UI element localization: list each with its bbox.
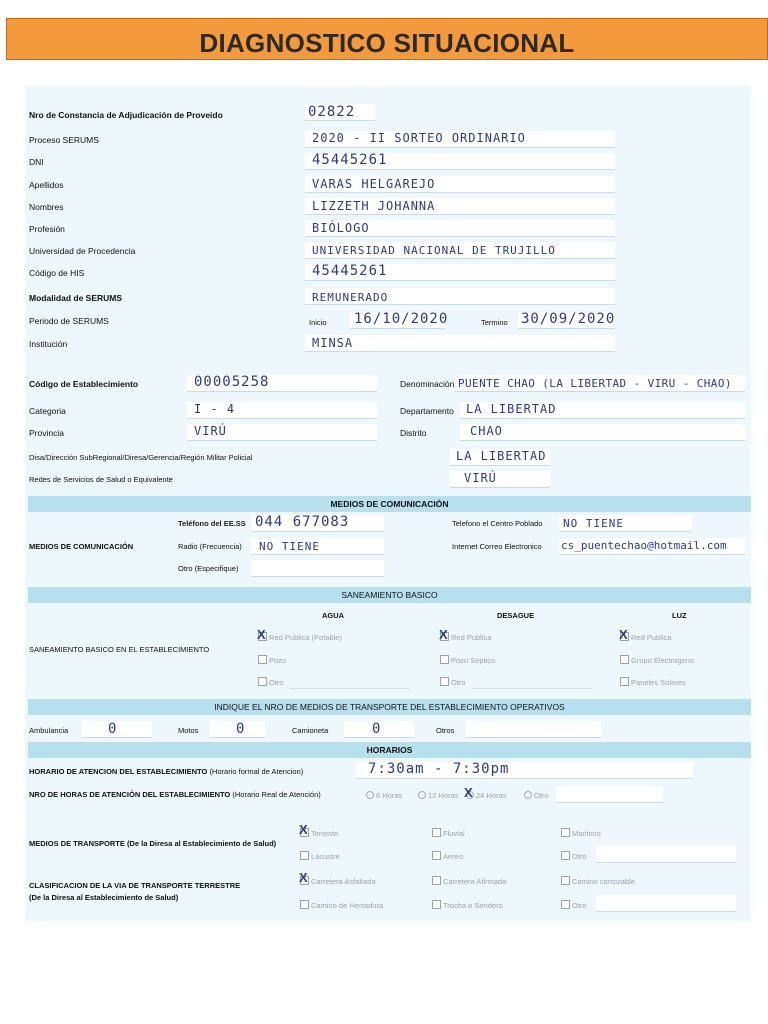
radio-value: NO TIENE: [259, 540, 320, 553]
desague-red-publica-option[interactable]: Red Publica: [440, 632, 491, 642]
profesion-label: Profesión: [29, 224, 65, 234]
checkbox-icon: [440, 655, 449, 664]
trocha-sendero-option[interactable]: Trocha o Sendero: [432, 900, 503, 910]
medios-otro-field[interactable]: [596, 846, 736, 863]
carretera-asfaltada-option[interactable]: Carretera Asfaltada: [300, 876, 376, 886]
redes-label: Redes de Servicios de Salud o Equivalente: [29, 475, 173, 484]
saneamiento-section-header: [28, 587, 751, 603]
departamento-value: LA LIBERTAD: [466, 402, 557, 416]
horario-atencion-value: 7:30am - 7:30pm: [368, 761, 510, 777]
institucion-value: MINSA: [312, 336, 354, 350]
nro-constancia-value: 02822: [308, 104, 356, 120]
checkbox-icon: [432, 876, 441, 885]
redes-value: VIRÚ: [464, 471, 497, 485]
horarios-section-header: [28, 742, 751, 758]
checkbox-icon: [561, 828, 570, 837]
radio-icon: [366, 791, 374, 799]
checkbox-icon: [620, 677, 629, 686]
horarios-section-title: HORARIOS: [366, 745, 413, 755]
internet-label: Internet Correo Electronico: [452, 542, 542, 551]
disa-label: Disa/Dirección SubRegional/Diresa/Gerencia/Región Militar Policial: [29, 453, 253, 462]
codigo-establecimiento-label: Código de Establecimiento: [29, 379, 139, 389]
via-otro-field[interactable]: [596, 895, 736, 912]
desague-header: DESAGUE: [497, 611, 535, 620]
agua-otro-option[interactable]: Otro: [258, 677, 284, 687]
carretera-asfaltada-check-icon: X: [299, 870, 308, 885]
desague-otro-option[interactable]: Otro: [440, 677, 466, 687]
horas-24-check-icon: X: [464, 785, 473, 800]
via-otro-option[interactable]: Otro: [561, 900, 587, 910]
motos-label: Motos: [178, 726, 199, 735]
apellidos-label: Apellidos: [29, 180, 64, 190]
codigo-his-value: 45445261: [312, 263, 388, 279]
checkbox-icon: [258, 655, 267, 664]
categoria-label: Categoria: [29, 406, 66, 416]
provincia-value: VIRÚ: [194, 424, 227, 438]
tel-centro-label: Telefono el Centro Poblado: [452, 519, 543, 528]
universidad-label: Universidad de Procedencia: [29, 246, 136, 256]
disa-value: LA LIBERTAD: [456, 449, 547, 463]
checkbox-icon: [258, 677, 267, 686]
medios-section-header: [28, 496, 751, 512]
radio-icon: [418, 791, 426, 799]
modalidad-label: Modalidad de SERUMS: [29, 293, 123, 303]
checkbox-icon: [432, 900, 441, 909]
agua-otro-line: [290, 688, 410, 689]
via-transporte-sub: (De la Diresa al Establecimiento de Salud): [29, 893, 179, 902]
desague-pozo-septico-option[interactable]: Pozo Septico: [440, 655, 495, 665]
agua-red-publica-check-icon: X: [257, 627, 266, 642]
motos-value: 0: [236, 721, 246, 737]
horas-12-option[interactable]: 12 Horas: [418, 791, 458, 800]
saneamiento-section-title: SANEAMIENTO BASICO: [341, 590, 438, 600]
agua-header: AGUA: [322, 611, 345, 620]
distrito-label: Distrito: [400, 428, 427, 438]
medios-otro-option[interactable]: Otro: [561, 851, 587, 861]
checkbox-icon: [620, 655, 629, 664]
horas-atencion-label: NRO DE HORAS DE ATENCIÓN DEL ESTABLECIMIENTO (Horario Real de Atención): [29, 790, 321, 799]
distrito-value: CHAO: [470, 424, 503, 438]
universidad-value: UNIVERSIDAD NACIONAL DE TRUJILLO: [312, 244, 556, 257]
horas-otro-field[interactable]: [556, 786, 663, 803]
nombres-value: LIZZETH JOHANNA: [312, 199, 436, 213]
camino-carrozable-option[interactable]: Camino carrozable: [561, 876, 635, 886]
horario-atencion-label: HORARIO DE ATENCION DEL ESTABLECIMIENTO (Horario formal de Atencion): [29, 767, 304, 776]
agua-pozo-option[interactable]: Pozo: [258, 655, 286, 665]
aereo-option[interactable]: Aereo: [432, 851, 463, 861]
apellidos-value: VARAS HELGAREJO: [312, 177, 436, 191]
proceso-label: Proceso SERUMS: [29, 135, 99, 145]
via-transporte-label: CLASIFICACION DE LA VIA DE TRANSPORTE TERRESTRE: [29, 881, 241, 890]
checkbox-icon: [300, 851, 309, 860]
inicio-label: Inicio: [309, 318, 327, 327]
otro-label: Otro (Especifique): [178, 564, 239, 573]
departamento-label: Departamento: [400, 406, 454, 416]
camino-herradura-option[interactable]: Camino de Herradura: [300, 900, 383, 910]
otro-field[interactable]: [251, 560, 384, 577]
nombres-label: Nombres: [29, 202, 64, 212]
checkbox-icon: [561, 900, 570, 909]
nro-constancia-label: Nro de Constancia de Adjudicación de Proveido: [29, 110, 223, 120]
medios-row-label: MEDIOS DE COMUNICACIÓN: [29, 542, 134, 551]
denominacion-value: PUENTE CHAO (LA LIBERTAD - VIRU - CHAO): [458, 377, 732, 390]
transporte-section-header: [28, 699, 751, 715]
radio-icon: [524, 791, 532, 799]
terrestre-option[interactable]: Terreste: [300, 828, 338, 838]
telefono-value: 044 677083: [255, 514, 350, 530]
luz-red-publica-check-icon: X: [619, 627, 628, 642]
horas-otro-option[interactable]: Otro: [524, 791, 549, 800]
provincia-label: Provincia: [29, 428, 64, 438]
categoria-value: I - 4: [194, 402, 236, 416]
medios-transporte-label: MEDIOS DE TRANSPORTE (De la Diresa al Establecimiento de Salud): [29, 839, 277, 848]
saneamiento-row-label: SANEAMIENTO BASICO EN EL ESTABLECIMIENTO: [29, 645, 210, 654]
codigo-his-label: Código de HIS: [29, 268, 85, 278]
camioneta-label: Camioneta: [292, 726, 329, 735]
tel-centro-value: NO TIENE: [563, 517, 624, 530]
horas-6-option[interactable]: 6 Horas: [366, 791, 402, 800]
desague-otro-line: [472, 688, 592, 689]
horas-24-option[interactable]: 24 Horas: [466, 791, 506, 800]
denominacion-label: Denominación: [400, 379, 455, 389]
desague-red-publica-check-icon: X: [439, 627, 448, 642]
checkbox-icon: [432, 851, 441, 860]
otros-field[interactable]: [466, 721, 601, 738]
transporte-section-title: INDIQUE EL NRO DE MEDIOS DE TRANSPORTE DEL ESTABLECIMIENTO OPERATIVOS: [214, 702, 565, 712]
checkbox-icon: [561, 876, 570, 885]
dni-label: DNI: [29, 157, 44, 167]
termino-value: 30/09/2020: [521, 311, 616, 327]
ambulancia-label: Ambulancia: [29, 726, 69, 735]
checkbox-icon: [432, 828, 441, 837]
profesion-value: BIÓLOGO: [312, 221, 370, 235]
checkbox-icon: [440, 677, 449, 686]
camioneta-value: 0: [372, 721, 382, 737]
periodo-label: Periodo de SERUMS: [29, 316, 109, 326]
otros-label: Otros: [436, 726, 455, 735]
luz-header: LUZ: [672, 611, 687, 620]
terrestre-check-icon: X: [299, 822, 308, 837]
carretera-afirmada-option[interactable]: Carretera Afirmada: [432, 876, 506, 886]
codigo-establecimiento-value: 00005258: [194, 374, 270, 390]
lacustre-option[interactable]: Lacustre: [300, 851, 340, 861]
checkbox-icon: [300, 900, 309, 909]
telefono-label: Teléfono del EE.SS: [178, 519, 246, 528]
page-title: DIAGNOSTICO SITUACIONAL: [199, 28, 575, 58]
termino-label: Termino: [481, 318, 508, 327]
medios-section-title: MEDIOS DE COMUNICACIÓN: [330, 499, 449, 509]
luz-grupo-electrogeno-option[interactable]: Grupo Electrogeno: [620, 655, 694, 665]
dni-value: 45445261: [312, 152, 388, 168]
fluvial-option[interactable]: Fluvial: [432, 828, 465, 838]
proceso-value: 2020 - II SORTEO ORDINARIO: [312, 131, 526, 145]
inicio-value: 16/10/2020: [354, 311, 449, 327]
luz-red-publica-option[interactable]: Red Publica: [620, 632, 671, 642]
agua-red-publica-option[interactable]: Red Publica (Potable): [258, 632, 342, 642]
radio-label: Radio (Frecuencia): [178, 542, 242, 551]
title-banner: [6, 18, 768, 60]
institucion-label: Institución: [29, 339, 68, 349]
luz-paneles-solares-option[interactable]: Paneles Solares: [620, 677, 686, 687]
modalidad-value: REMUNERADO: [312, 291, 389, 304]
ambulancia-value: 0: [108, 721, 118, 737]
maritimo-option[interactable]: Maritimo: [561, 828, 601, 838]
internet-value: cs_puentechao@hotmail.com: [561, 539, 727, 552]
checkbox-icon: [561, 851, 570, 860]
